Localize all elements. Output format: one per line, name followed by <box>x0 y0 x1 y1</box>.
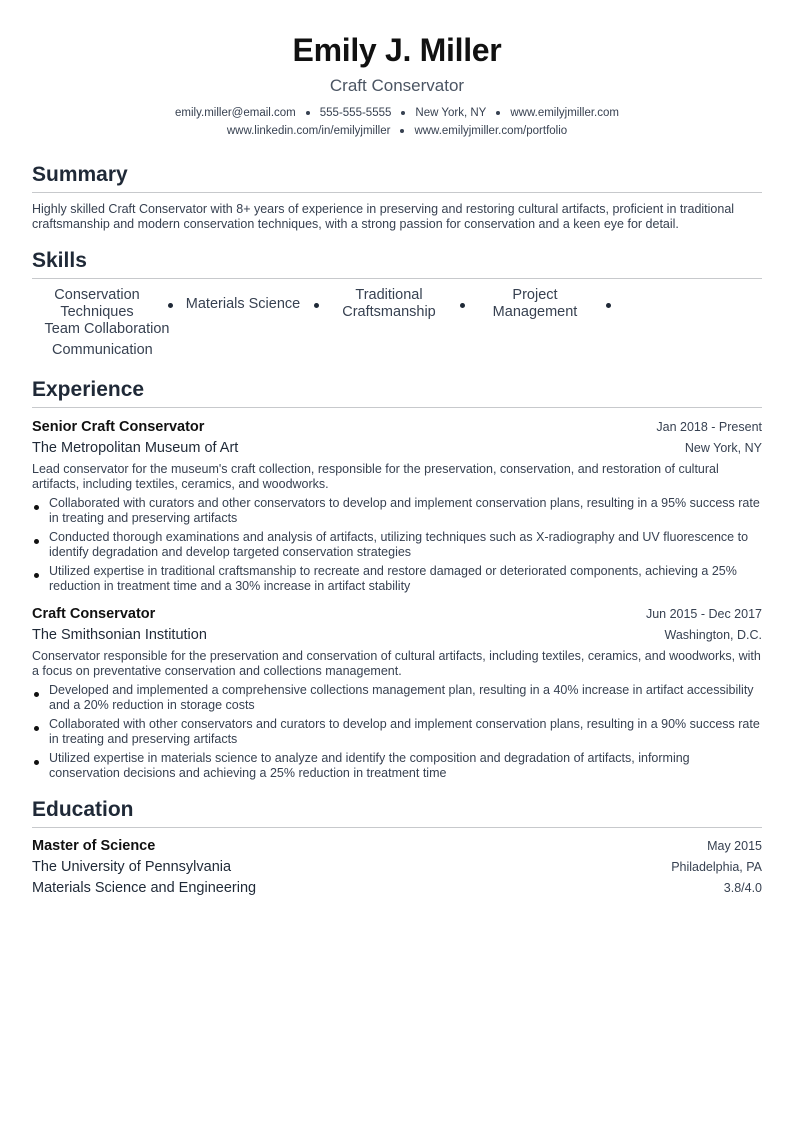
school-location: Philadelphia, PA <box>671 860 762 874</box>
separator-dot-icon <box>496 111 500 115</box>
website-link[interactable]: www.emilyjmiller.com <box>510 107 619 119</box>
education-entry <box>32 836 762 899</box>
achievement-list <box>32 683 762 781</box>
job-entry <box>32 604 762 781</box>
candidate-name: Emily J. Miller <box>292 32 502 68</box>
education-heading: Education <box>32 797 762 828</box>
job-dates: Jun 2015 - Dec 2017 <box>645 607 762 621</box>
portfolio-link[interactable]: www.emilyjmiller.com/portfolio <box>414 125 568 137</box>
experience-section <box>32 377 762 781</box>
employer: The Metropolitan Museum of Art <box>32 440 239 456</box>
candidate-title: Craft Conservator <box>329 76 465 95</box>
email-link[interactable]: emily.miller@email.com <box>175 107 296 119</box>
contact-info <box>32 104 762 140</box>
skill-item: Materials Science <box>185 295 301 312</box>
skills-heading: Skills <box>32 248 762 279</box>
achievement-list <box>32 496 762 594</box>
linkedin-link[interactable]: www.linkedin.com/in/emilyjmiller <box>226 125 391 137</box>
graduation-date: May 2015 <box>707 839 762 853</box>
bullet-icon <box>314 303 319 308</box>
job-entry <box>32 417 762 594</box>
education-section <box>32 797 762 899</box>
skills-list <box>32 287 762 338</box>
skill-item: Traditional Craftsmanship <box>342 287 436 320</box>
degree: Master of Science <box>32 838 156 854</box>
job-dates: Jan 2018 - Present <box>656 420 762 434</box>
experience-heading: Experience <box>32 377 762 408</box>
summary-section <box>32 162 762 232</box>
summary-text: Highly skilled Craft Conservator with 8+ years of experience in preserving and restoring cultural artifacts, proficient in traditional craftsmanship and modern conservation techniques, with a strong passion for conservation and a keen eye for detail. <box>32 202 735 231</box>
achievement-item: Conducted thorough examinations and analysis of artifacts, utilizing techniques such as X-radiography and UV fluorescence to identify degradation and develop targeted conservation strategies <box>32 530 762 560</box>
separator-dot-icon <box>306 111 310 115</box>
job-title: Senior Craft Conservator <box>32 419 205 435</box>
skill-item: Team Collaboration <box>44 321 170 337</box>
resume-header <box>32 0 762 140</box>
field-of-study: Materials Science and Engineering <box>32 880 257 896</box>
achievement-item: Developed and implemented a comprehensive collections management plan, resulting in a 40% increase in artifact accessibility and a 20% reduction in storage costs <box>32 683 762 713</box>
skill-item: Project Management <box>492 287 578 320</box>
gpa: 3.8/4.0 <box>723 881 762 895</box>
phone-number[interactable]: 555-555-5555 <box>319 107 392 119</box>
achievement-item: Collaborated with curators and other conservators to develop and implement conservation plans, resulting in a 95% success rate in treating and preserving artifacts <box>32 496 762 526</box>
skill-item: Conservation Techniques <box>54 287 140 320</box>
bullet-icon <box>606 303 611 308</box>
separator-dot-icon <box>400 129 404 133</box>
skill-item: Communication <box>52 342 153 358</box>
contact-row-2 <box>32 122 762 140</box>
job-description: Conservator responsible for the preservation and conservation of cultural artifacts, including textiles, ceramics, and woodworks, with a focus on preventative conservation and collections management. <box>32 649 761 678</box>
bullet-icon <box>168 303 173 308</box>
achievement-item: Collaborated with other conservators and curators to develop and implement conservation plans, resulting in a 90% success rate in treating and preserving artifacts <box>32 717 762 747</box>
contact-row-1 <box>32 104 762 122</box>
job-title: Craft Conservator <box>32 606 156 622</box>
job-description: Lead conservator for the museum's craft collection, responsible for the preservation, conservation, and restoration of cultural artifacts, including textiles, ceramics, and woodworks. <box>32 462 719 491</box>
employer: The Smithsonian Institution <box>32 627 207 643</box>
achievement-item: Utilized expertise in materials science to analyze and identify the composition and degradation of artifacts, informing conservation decisions and achieving a 25% reduction in treatment time <box>32 751 762 781</box>
job-location: Washington, D.C. <box>664 628 762 642</box>
bullet-icon <box>460 303 465 308</box>
skills-section <box>32 248 762 359</box>
location: New York, NY <box>415 107 487 119</box>
school: The University of Pennsylvania <box>32 859 232 875</box>
separator-dot-icon <box>401 111 405 115</box>
job-location: New York, NY <box>684 441 762 455</box>
summary-heading: Summary <box>32 162 762 193</box>
achievement-item: Utilized expertise in traditional craftsmanship to recreate and restore damaged or deteriorated components, achieving a 25% reduction in treatment time and a 30% increase in artifact stability <box>32 564 762 594</box>
